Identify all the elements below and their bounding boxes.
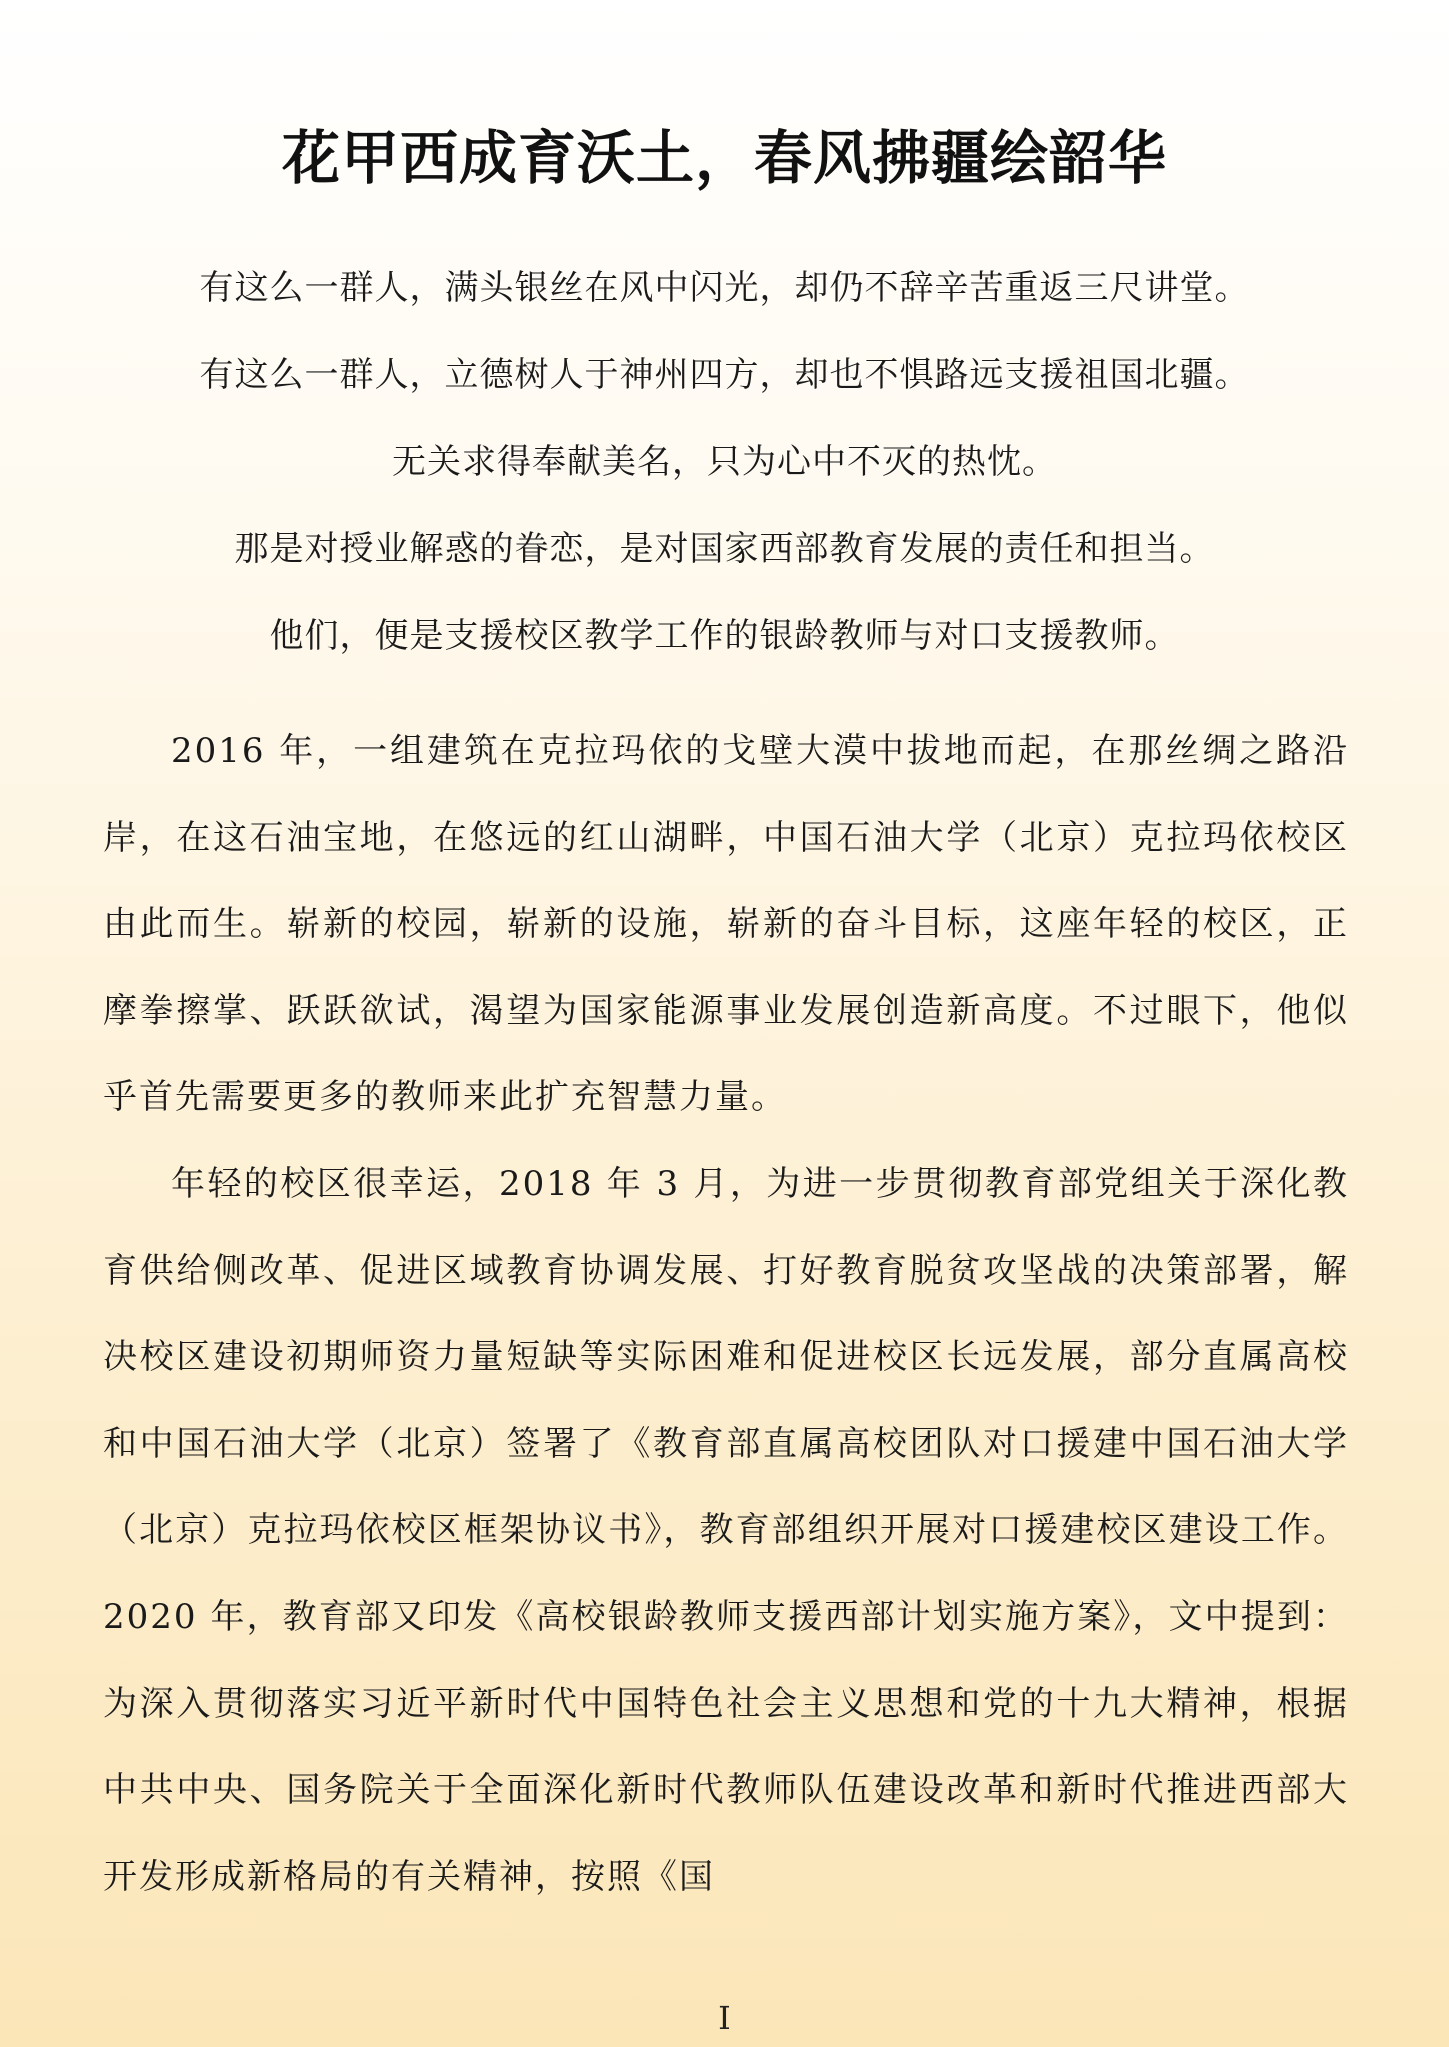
intro-line: 无关求得奉献美名，只为心中不灭的热忱。 — [392, 442, 1057, 482]
body-text — [103, 708, 1349, 1920]
page-title: 花甲西成育沃土，春风拂疆绘韶华 — [281, 124, 1167, 192]
body-paragraph: 年轻的校区很幸运，2018 年 3 月，为进一步贯彻教育部党组关于深化教育供给侧改革、促进区域教育协调发展、打好教育脱贫攻坚战的决策部署，解决校区建设初期师资力量短缺等实际困难和促进校区长远发展，部分直属高校和中国石油大学（北京）签署了《教育部直属高校团队对口援建中国石油大学（北京）克拉玛依校区框架协议书》，教育部组织开展对口援建校区建设工作。2020 年，教育部又印发《高校银龄教师支援西部计划实施方案》，文中提到：为深入贯彻落实习近平新时代中国特色社会主义思想和党的十九大精神，根据中共中央、国务院关于全面深化新时代教师队伍建设改革和新时代推进西部大开发形成新格局的有关精神，按照《国 — [103, 1163, 1349, 1897]
page-number: I — [718, 1999, 731, 2037]
body-paragraph: 2016 年，一组建筑在克拉玛依的戈壁大漠中拔地而起，在那丝绸之路沿岸，在这石油宝地，在悠远的红山湖畔，中国石油大学（北京）克拉玛依校区由此而生。崭新的校园，崭新的设施，崭新的奋斗目标，这座年轻的校区，正摩拳擦掌、跃跃欲试，渴望为国家能源事业发展创造新高度。不过眼下，他似乎首先需要更多的教师来此扩充智慧力量。 — [103, 731, 1349, 1118]
intro-lines — [0, 245, 1449, 680]
intro-line: 他们，便是支援校区教学工作的银龄教师与对口支援教师。 — [269, 616, 1180, 656]
intro-line: 那是对授业解惑的眷恋，是对国家西部教育发展的责任和担当。 — [234, 529, 1215, 569]
intro-line: 有这么一群人，满头银丝在风中闪光，却仍不辞辛苦重返三尺讲堂。 — [199, 268, 1250, 308]
intro-line: 有这么一群人，立德树人于神州四方，却也不惧路远支援祖国北疆。 — [199, 355, 1250, 395]
